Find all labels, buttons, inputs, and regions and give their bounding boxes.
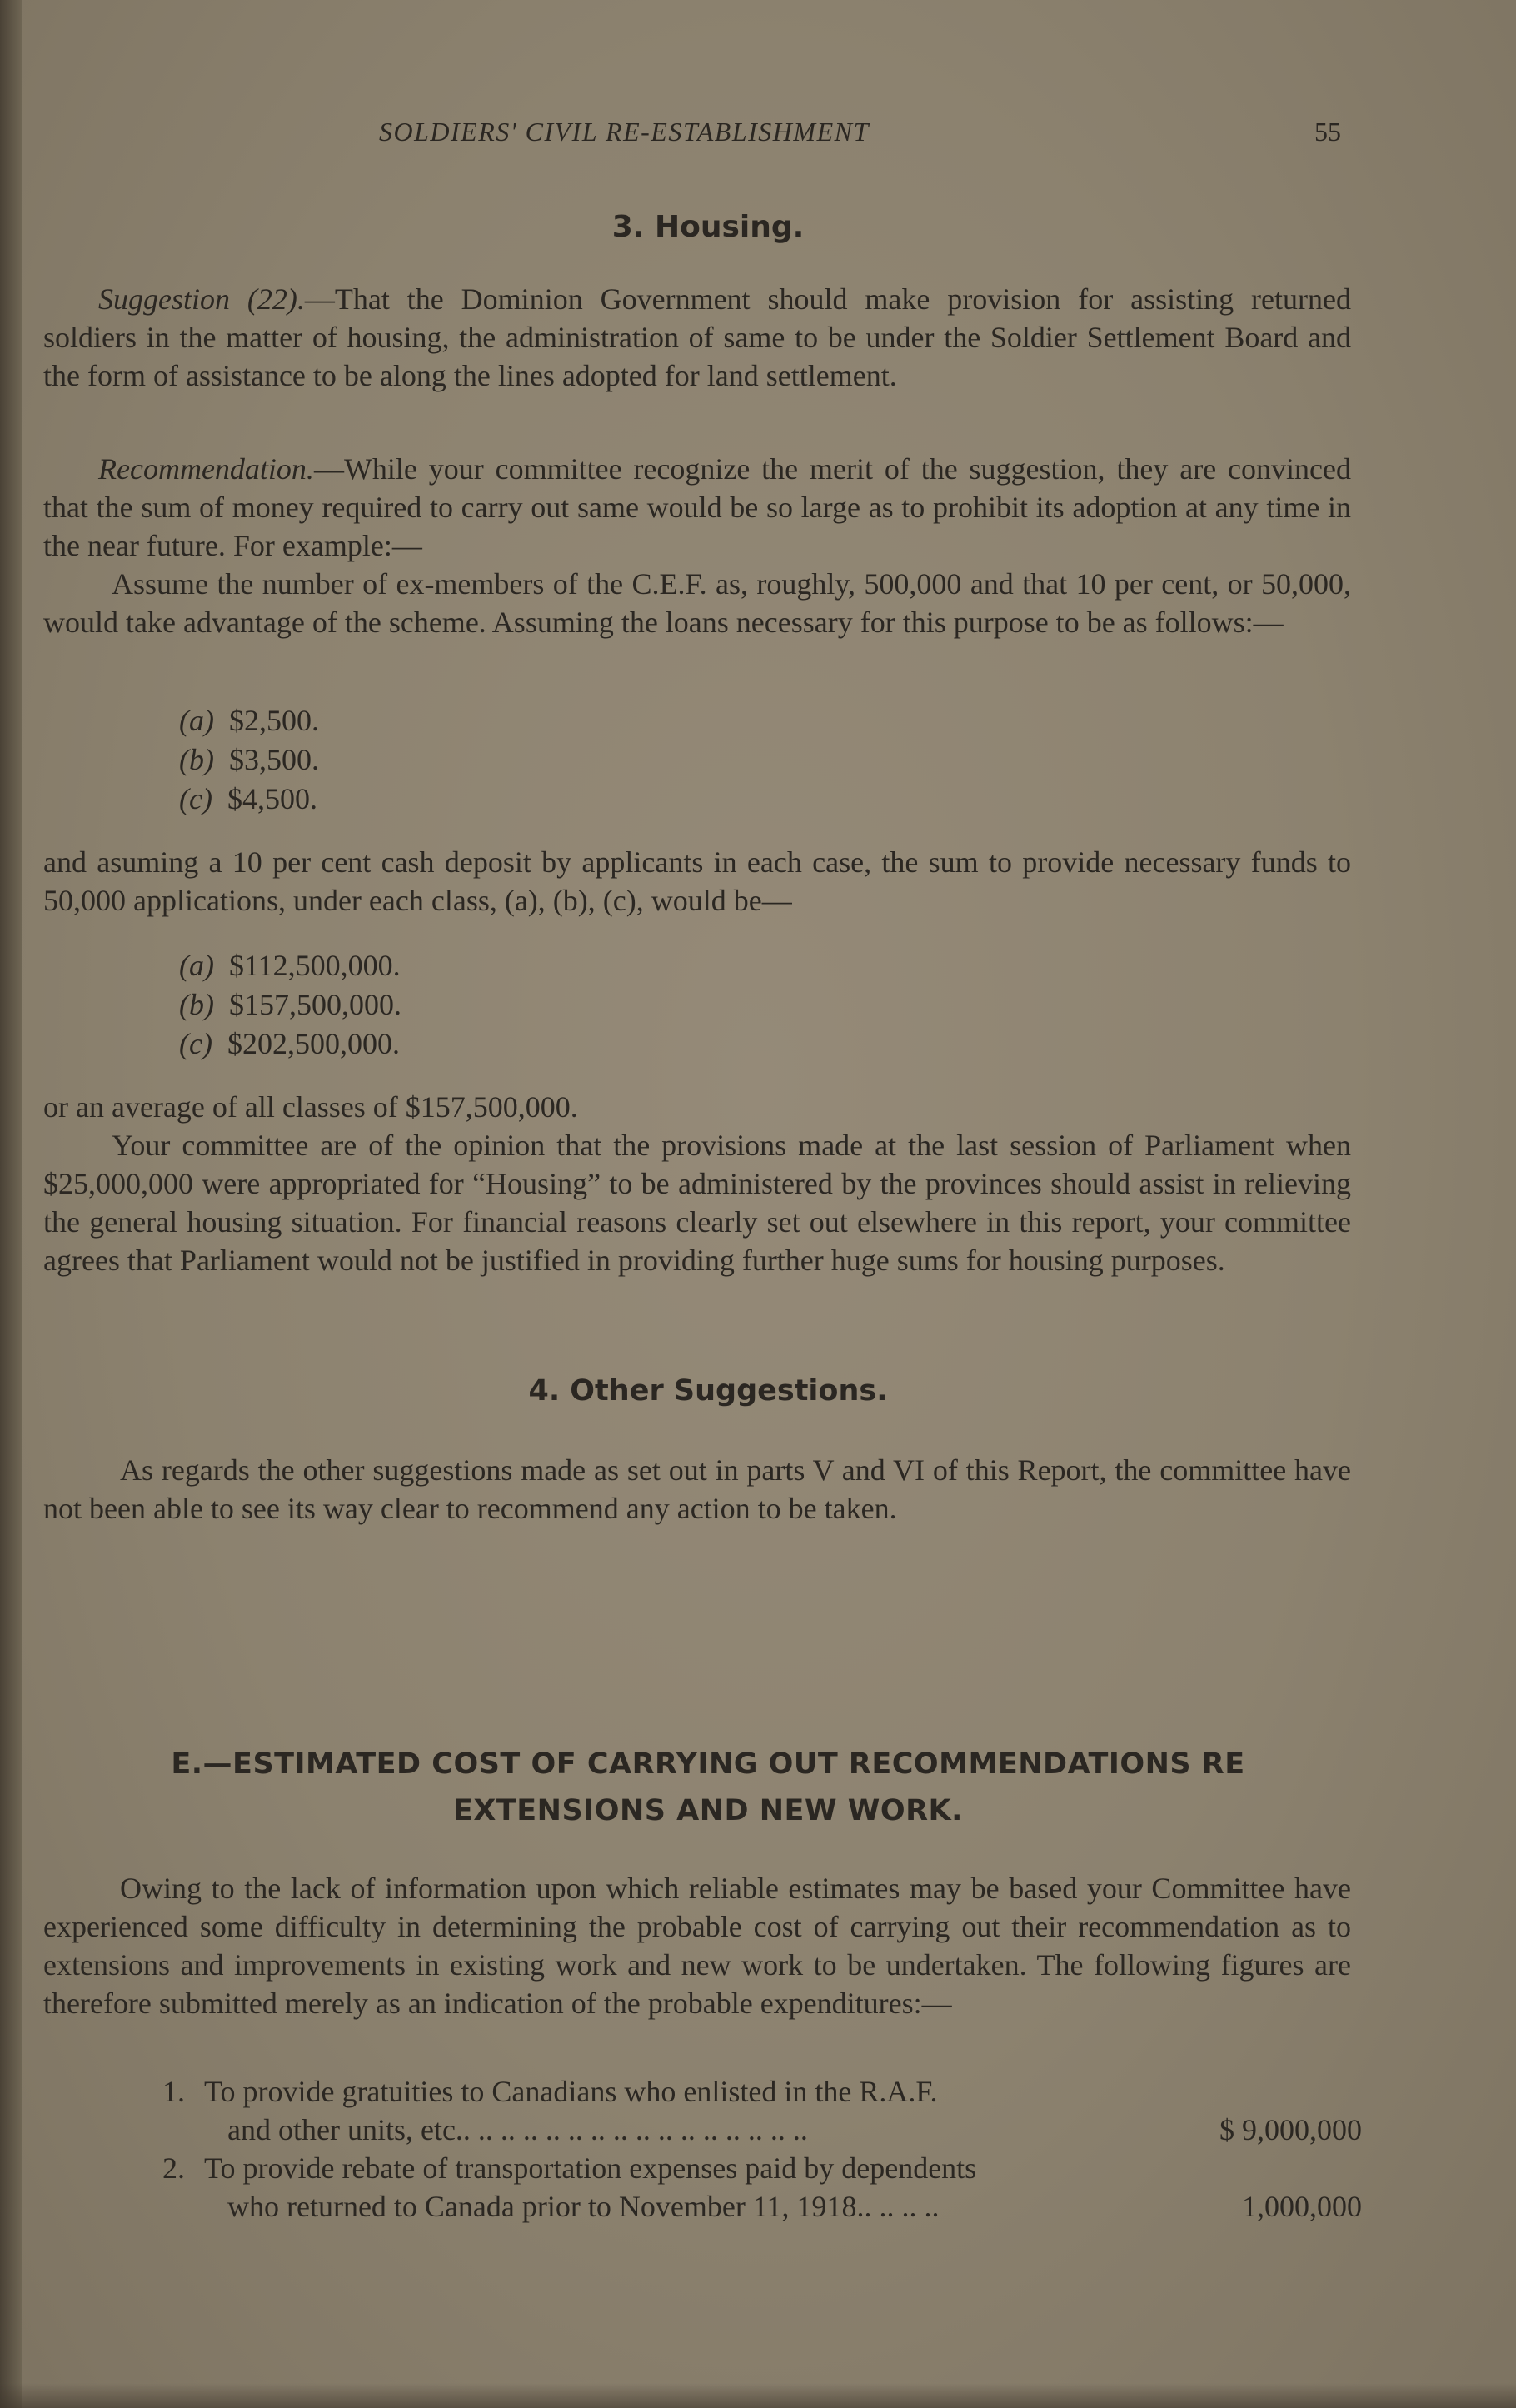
totals-list: [179, 946, 401, 1064]
section-heading-other: 4. Other Suggestions.: [528, 1374, 888, 1408]
cost-item-gratuities: 1. To provide gratuities to Canadians who enlisted in the R.A.F. and other units, etc.. .. .. .. .. .. .. .. .. .. .. .. .. .. .. .. $ 9,000,000: [162, 2072, 1362, 2149]
recommendation-paragraph: [43, 450, 1351, 565]
suggestion-text: —That the Dominion Government should make provision for assisting returned soldiers in the matter of housing, the administration of same to be under the Soldier Settlement Board and the form of assistance to be along the lines adopted for land settlement.: [43, 282, 1351, 392]
cost-amount: $ 9,000,000: [1219, 2113, 1362, 2146]
list-item: (c) $4,500.: [179, 782, 317, 815]
opinion-paragraph: Your committee are of the opinion that the provisions made at the last session of Parliament when $25,000,000 were appropriated for “Housing” to be administered by the provinces should assist in relieving the general housing situation. For financial reasons clearly set out elsewhere in this report, your committee agrees that Parliament would not be justified in providing further huge sums for housing purposes.: [43, 1129, 1351, 1277]
section-heading-housing: 3. Housing.: [611, 210, 805, 244]
running-title: SOLDIERS' CIVIL RE-ESTABLISHMENT: [379, 117, 870, 147]
list-item: (a) $112,500,000.: [179, 949, 401, 982]
cost-list: [162, 2072, 1362, 2226]
suggestion-paragraph: [43, 280, 1351, 395]
other-paragraph: As regards the other suggestions made as set out in parts V and VI of this Report, the committee have not been able to see its way clear to recommend any action to be taken.: [43, 1453, 1351, 1525]
average-paragraph: or an average of all classes of $157,500,000.: [43, 1090, 578, 1124]
recommendation-text: —While your committee recognize the merit of the suggestion, they are convinced that the sum of money required to carry out same would be so large as to prohibit its adoption at any time in the near future. For example:—: [43, 452, 1351, 562]
list-item: (b) $157,500,000.: [179, 988, 401, 1021]
page-bottom-edge: [0, 2383, 1516, 2408]
cost-item-transportation: 2. To provide rebate of transportation expenses paid by dependents who returned to Canada prior to November 11, 1918.. .. .. .. 1,000,000: [162, 2149, 1362, 2226]
page-number: 55: [1314, 117, 1341, 147]
assume-paragraph: Assume the number of ex-members of the C.E.F. as, roughly, 500,000 and that 10 per cent, or 50,000, would take advantage of the scheme. Assuming the loans necessary for this purpose to be as follows:—: [43, 567, 1351, 639]
cost-amount: 1,000,000: [1242, 2190, 1362, 2223]
suggestion-lead: Suggestion (22).: [98, 282, 305, 316]
estimated-intro-paragraph: Owing to the lack of information upon which reliable estimates may be based your Committee have experienced some difficulty in determining the probable cost of carrying out their recommendation as to extensions and improvements in existing work and new work to be undertaken. The following figures are therefore submitted merely as an indication of the probable expenditures:—: [43, 1872, 1351, 2020]
deposit-paragraph: and asuming a 10 per cent cash deposit by applicants in each case, the sum to provide necessary funds to 50,000 applications, under each class, (a), (b), (c), would be—: [43, 845, 1351, 917]
book-spine-shadow: [0, 0, 22, 2408]
list-item: (b) $3,500.: [179, 743, 319, 776]
list-item: (c) $202,500,000.: [179, 1027, 400, 1060]
recommendation-lead: Recommendation.: [98, 452, 314, 486]
estimated-heading-line2: EXTENSIONS AND NEW WORK.: [453, 1794, 963, 1827]
section-heading-estimated: [117, 1741, 1299, 1834]
list-item: (a) $2,500.: [179, 704, 319, 737]
loan-list: [179, 701, 319, 819]
estimated-heading-line1: E.—ESTIMATED COST OF CARRYING OUT RECOMMENDATIONS RE: [171, 1747, 1245, 1781]
